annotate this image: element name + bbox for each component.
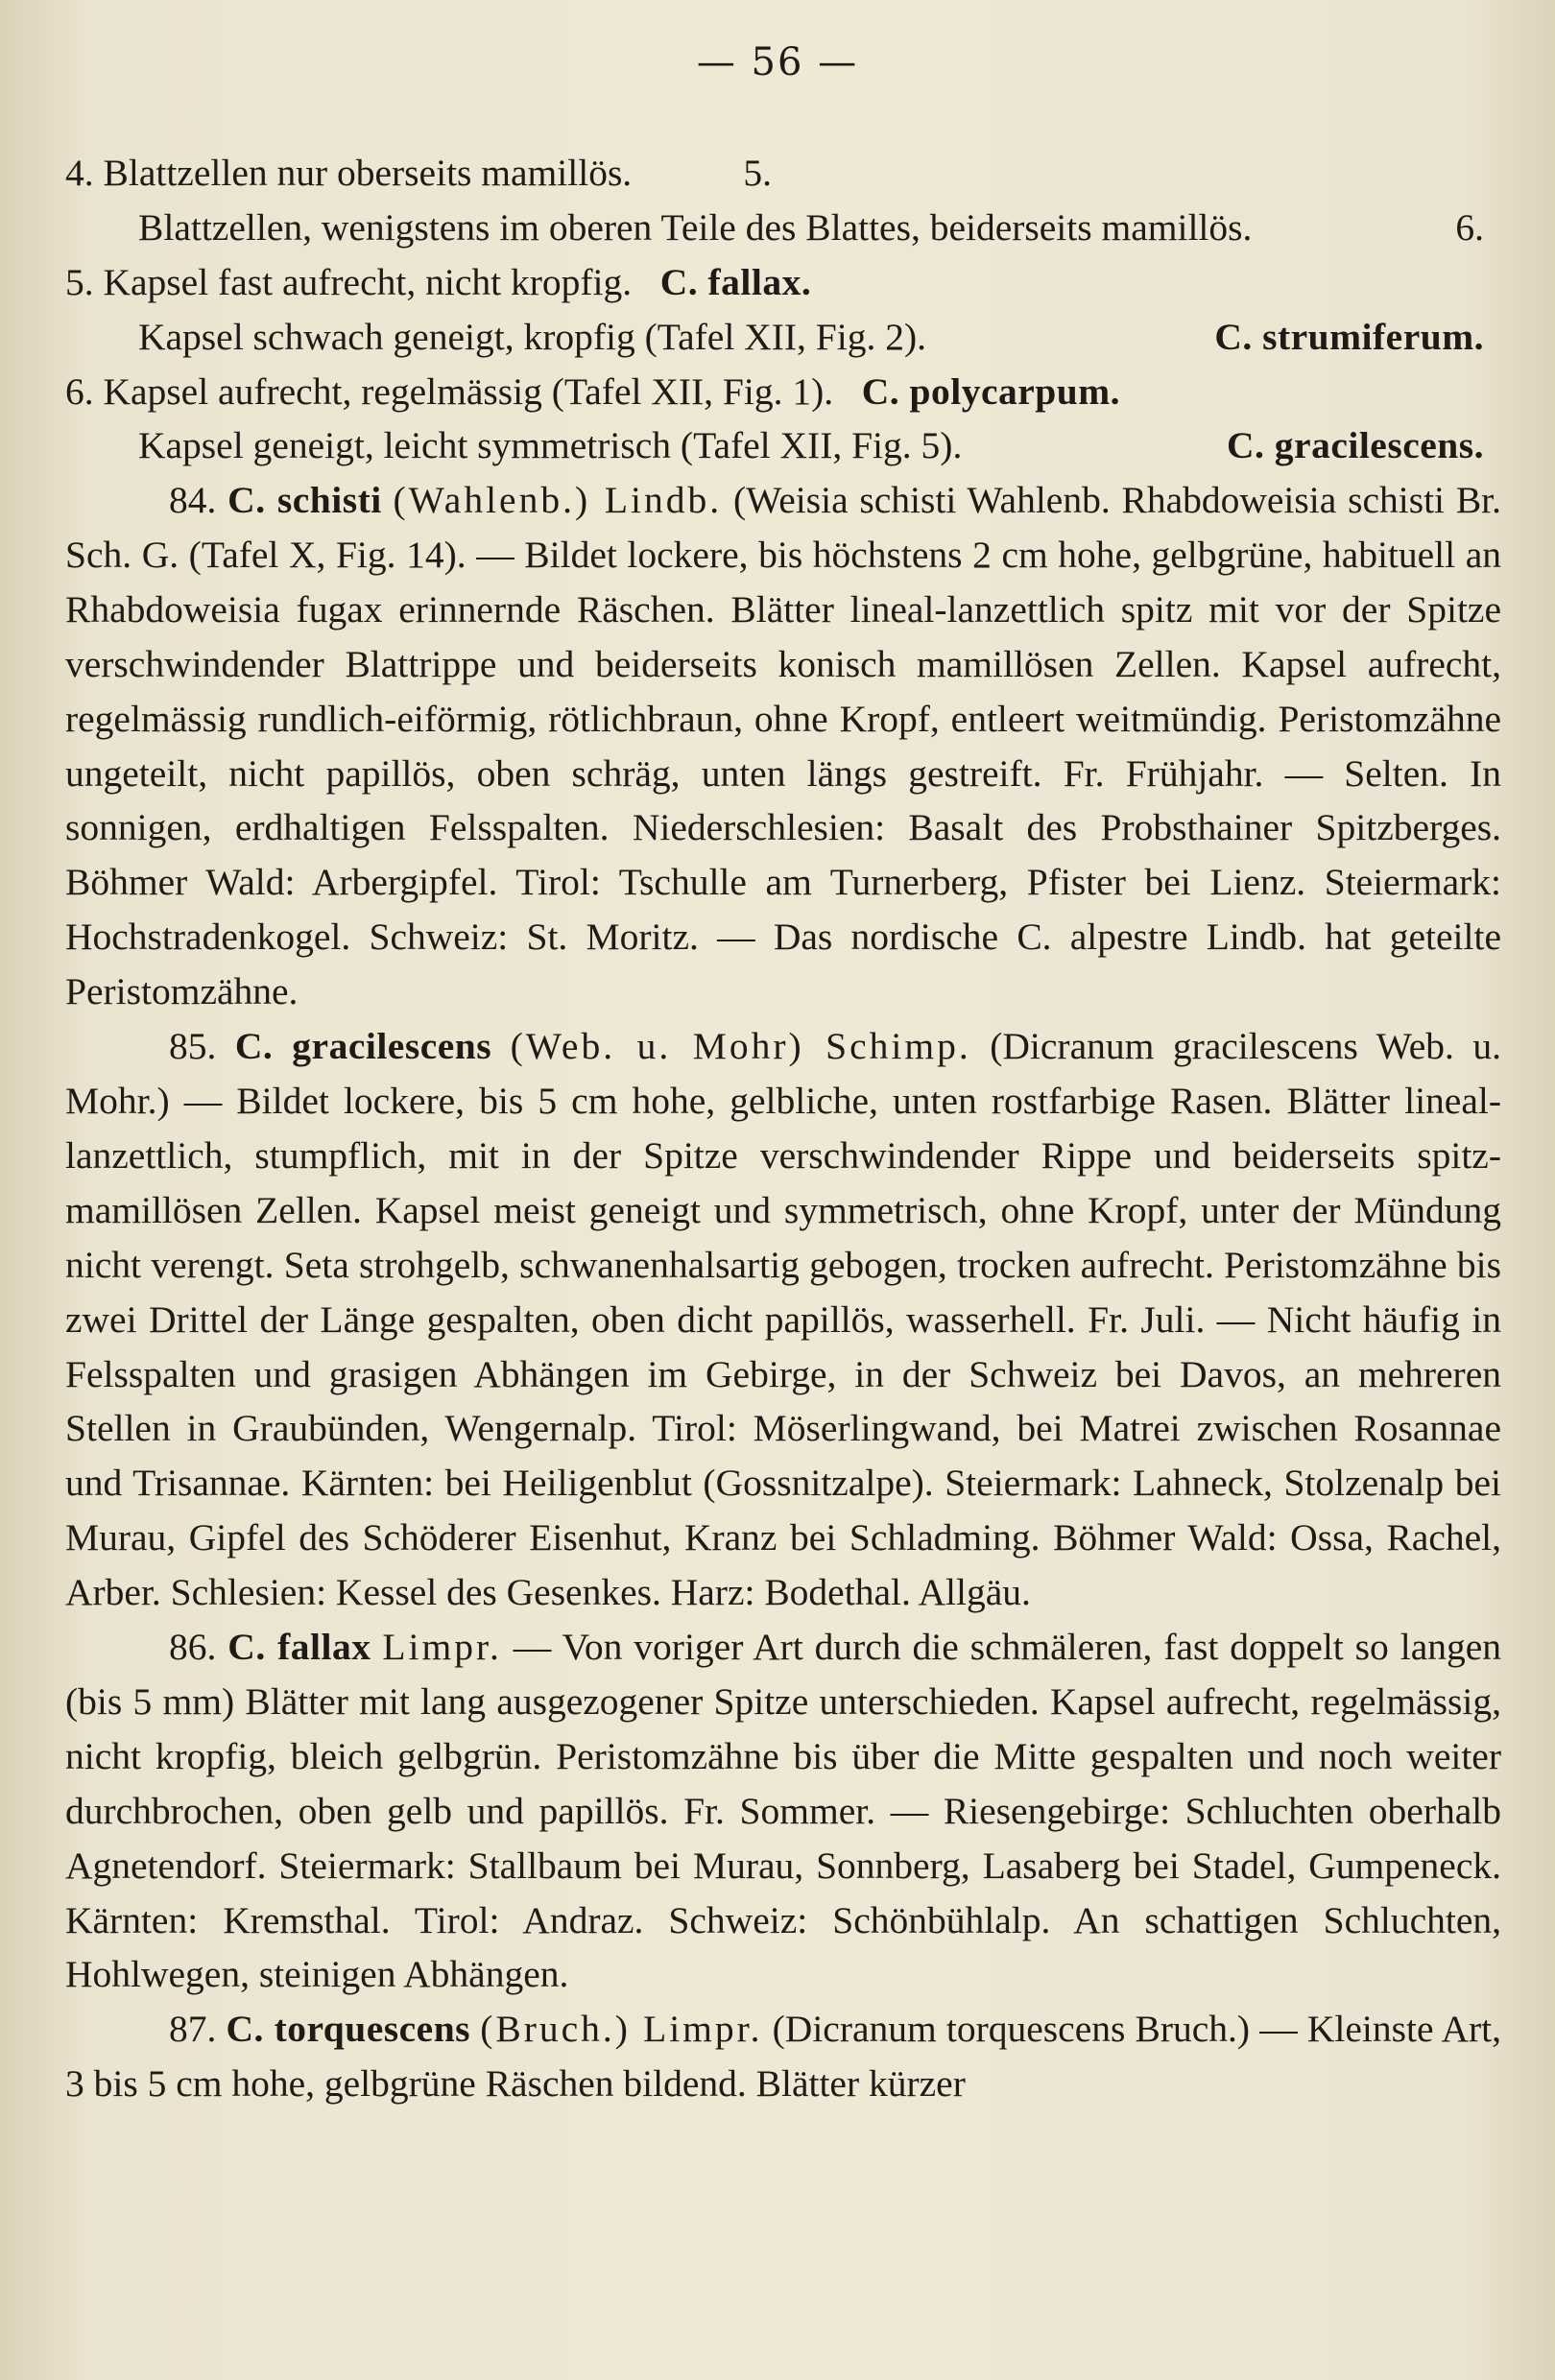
entry-number: 87. <box>169 2008 217 2051</box>
key-target: 6. <box>1455 205 1484 249</box>
key-target: C. gracilescens. <box>1227 424 1484 467</box>
key-number: 6. <box>65 369 94 413</box>
entry-body: (Dicranum torquescens Bruch.) — Kleinste Art, 3 bis 5 cm hohe, gelbgrüne Räschen bildend. Blätter kürzer <box>65 2008 1502 2106</box>
key-line <box>65 418 1501 473</box>
key-target: C. fallax. <box>659 260 812 303</box>
species-name: C. gracilescens <box>234 1025 492 1068</box>
entry-number: 84. <box>169 479 217 521</box>
species-entries <box>65 473 1501 2111</box>
key-text: Blattzellen, wenigstens im oberen Teile des Blattes, beiderseits mamillös. <box>138 205 1253 249</box>
species-entry-84 <box>65 473 1501 1019</box>
key-text: Kapsel geneigt, leicht symmetrisch (Tafel XII, Fig. 5). <box>138 424 963 467</box>
key-line <box>65 365 1501 419</box>
entry-body: (Weisia schisti Wahlenb. Rhabdoweisia schisti Br. Sch. G. (Tafel X, Fig. 14). — Bildet lockere, bis höchstens 2 cm hohe, gelbgrüne, habituell an Rhabdoweisia fugax erinnernde Räschen. Blätter lineal-lanzettlich spitz mit vor der Spitze verschwindender Blattrippe und beiderseits konisch mamillösen Zellen. Kapsel aufrecht, regelmässig rundlich-eiförmig, rötlichbraun, ohne Kropf, entleert weitmündig. Peristomzähne ungeteilt, nicht papillös, oben schräg, unten längs gestreift. Fr. Frühjahr. — Selten. In sonnigen, erdhaltigen Felsspalten. Niederschlesien: Basalt des Probsthainer Spitzberges. Böhmer Wald: Arbergipfel. Tirol: Tschulle am Turnerberg, Pfister bei Lienz. Steiermark: Hochstradenkogel. Schweiz: St. Moritz. — Das nordische C. alpestre Lindb. hat geteilte Peristomzähne. <box>65 479 1502 1013</box>
entry-number: 85. <box>169 1025 217 1068</box>
species-name: C. schisti <box>227 479 382 521</box>
species-entry-87 <box>65 2002 1501 2111</box>
identification-key <box>65 146 1501 473</box>
species-entry-86 <box>65 1620 1501 2002</box>
species-author: Limpr. <box>382 1626 502 1669</box>
entry-number: 86. <box>169 1626 217 1669</box>
species-author: (Wahlenb.) Lindb. <box>393 479 723 521</box>
species-entry-85 <box>65 1019 1501 1620</box>
key-text: Kapsel fast aufrecht, nicht kropfig. <box>103 260 633 303</box>
key-number: 5. <box>65 260 94 303</box>
entry-body: — Von voriger Art durch die schmäleren, fast doppelt so langen (bis 5 mm) Blätter mit lang ausgezogener Spitze unterschieden. Kapsel aufrecht, regelmässig, nicht kropfig, bleich gelbgrün. Peristomzähne bis über die Mitte gespalten und noch weiter durchbrochen, oben gelb und papillös. Fr. Sommer. — Riesengebirge: Schluchten oberhalb Agnetendorf. Steiermark: Stallbaum bei Murau, Sonnberg, Lasaberg bei Stadel, Gumpeneck. Kärnten: Kremsthal. Tirol: Andraz. Schweiz: Schönbühlalp. An schattigen Schluchten, Hohlwegen, steinigen Abhängen. <box>65 1626 1502 1996</box>
key-line <box>65 310 1501 365</box>
key-text: Blattzellen nur oberseits mamillös. <box>103 152 633 194</box>
page-number: — 56 — <box>696 40 859 84</box>
key-text: Kapsel schwach geneigt, kropfig (Tafel XII, Fig. 2). <box>138 315 926 358</box>
key-target: C. polycarpum. <box>861 369 1121 413</box>
key-number: 4. <box>65 152 94 194</box>
species-author: (Web. u. Mohr) Schimp. <box>510 1025 971 1068</box>
key-line <box>65 255 1501 310</box>
key-target: C. strumiferum. <box>1214 315 1484 358</box>
key-text: Kapsel aufrecht, regelmässig (Tafel XII, Fig. 1). <box>103 369 834 413</box>
species-name: C. torquescens <box>226 2008 471 2051</box>
species-name: C. fallax <box>227 1626 371 1669</box>
key-target: 5. <box>743 152 772 194</box>
key-line <box>65 201 1501 255</box>
entry-body: (Dicranum gracilescens Web. u. Mohr.) — Bildet lockere, bis 5 cm hohe, gelbliche, unten rostfarbige Rasen. Blätter lineal-lanzettlich, stumpflich, mit in der Spitze verschwindender Rippe und beiderseits spitz-mamillösen Zellen. Kapsel meist geneigt und symmetrisch, ohne Kropf, unter der Mündung nicht verengt. Seta strohgelb, schwanenhalsartig gebogen, trocken aufrecht. Peristomzähne bis zwei Drittel der Länge gespalten, oben dicht papillös, wasserhell. Fr. Juli. — Nicht häufig in Felsspalten und grasigen Abhängen im Gebirge, in der Schweiz bei Davos, an mehreren Stellen in Graubünden, Wengernalp. Tirol: Möserlingwand, bei Matrei zwischen Rosannae und Trisannae. Kärnten: bei Heiligenblut (Gossnitzalpe). Steiermark: Lahneck, Stolzenalp bei Murau, Gipfel des Schöderer Eisenhut, Kranz bei Schladming. Böhmer Wald: Ossa, Rachel, Arber. Schlesien: Kessel des Gesenkes. Harz: Bodethal. Allgäu. <box>65 1025 1502 1614</box>
species-author: (Bruch.) Limpr. <box>480 2008 763 2051</box>
key-line <box>65 146 1501 201</box>
